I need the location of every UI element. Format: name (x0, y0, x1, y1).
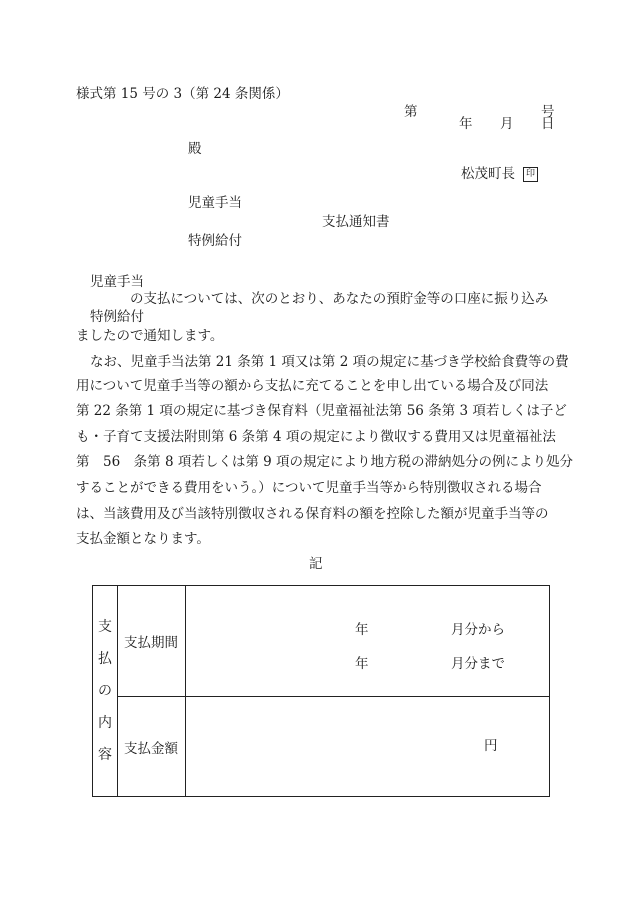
doc-number-prefix: 第 (404, 104, 418, 120)
period-label: 支払期間 (118, 586, 186, 697)
p2-line: 第 22 条第 1 項の規定に基づき保育料（児童福祉法第 56 条第 3 項若しくは子ど (76, 403, 567, 419)
date-day: 日 (541, 116, 555, 132)
p1-end: ましたので通知します。 (76, 328, 224, 344)
vertical-label (93, 586, 118, 797)
amount-label: 支払金額 (118, 697, 186, 797)
p2-line: 用について児童手当等の額から支払に充てることを申し出ている場合及び同法 (76, 378, 549, 394)
to-year: 年 (355, 656, 369, 672)
p1-mid: の支払については、次のとおり、あなたの預貯金等の口座に振り込み (130, 291, 549, 307)
issuer-name: 松茂町長 (461, 166, 515, 182)
p2-line: も・子育て支援法附則第 6 条第 4 項の規定により徴収する費用又は児童福祉法 (76, 429, 556, 445)
doc-number-suffix: 号 (541, 104, 555, 120)
p2-line: 支払金額となります。 (76, 531, 210, 547)
from-year: 年 (355, 622, 369, 638)
vertical-char: 容 (98, 747, 112, 763)
p1-bottom: 特例給付 (90, 309, 144, 325)
recipient-honorific: 殿 (188, 141, 202, 157)
p2-line: することができる費用をいう。）について児童手当等から特別徴収される場合 (76, 480, 542, 496)
p1-top: 児童手当 (90, 274, 144, 290)
vertical-char: 内 (98, 715, 112, 731)
from-month: 月分から (451, 622, 505, 638)
ki-heading: 記 (309, 556, 323, 572)
vertical-char: 支 (98, 619, 112, 635)
title-line-2: 特例給付 (188, 233, 242, 249)
form-number: 様式第 15 号の 3（第 24 条関係） (76, 86, 289, 102)
payment-details-table (92, 585, 550, 797)
p2-line: は、当該費用及び当該特別徴収される保育料の額を控除した額が児童手当等の (76, 506, 549, 522)
period-value-cell (186, 586, 550, 697)
title-center: 支払通知書 (322, 214, 390, 230)
p2-line: 第 56 条第 8 項若しくは第 9 項の規定により地方税の滞納処分の例により処分 (76, 454, 574, 470)
date-month: 月 (500, 116, 514, 132)
seal-mark: 印 (523, 167, 538, 182)
to-month: 月分まで (451, 656, 505, 672)
title-line-1: 児童手当 (188, 195, 242, 211)
amount-value-cell (186, 697, 550, 797)
issuer (461, 167, 538, 182)
yen-unit: 円 (484, 738, 498, 754)
vertical-char: の (98, 683, 112, 699)
vertical-char: 払 (98, 651, 112, 667)
p2-line: なお、児童手当法第 21 条第 1 項又は第 2 項の規定に基づき学校給食費等の費 (90, 354, 569, 370)
date-year: 年 (459, 116, 473, 132)
